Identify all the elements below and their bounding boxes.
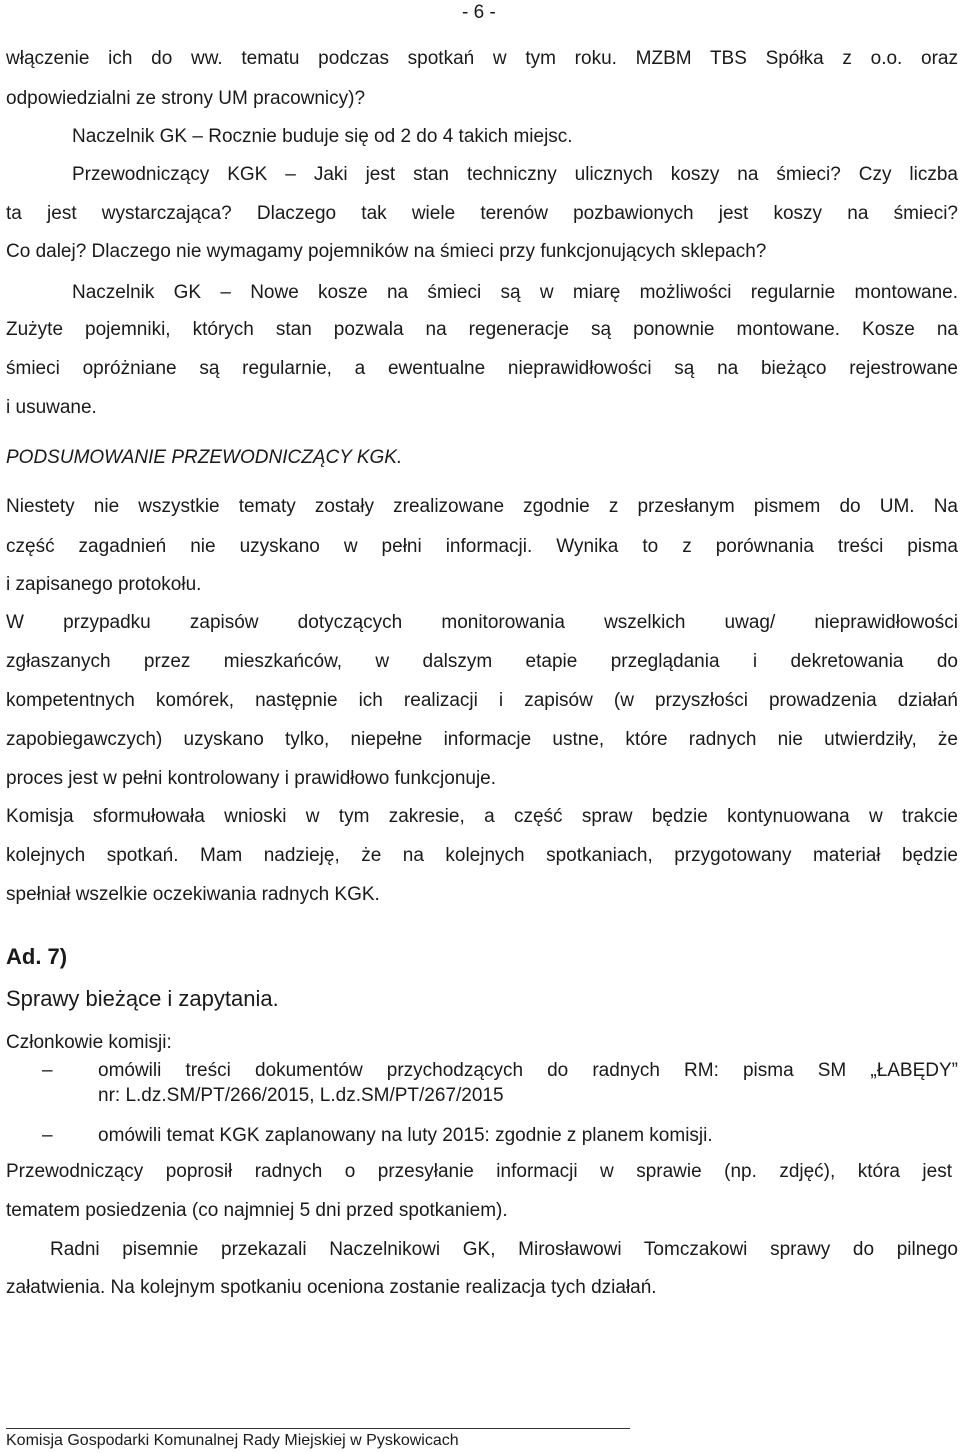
text-line: i usuwane. bbox=[6, 397, 97, 418]
text-line: część zagadnień nie uzyskano w pełni informacji. Wynika to z porównania treści pisma bbox=[6, 536, 958, 557]
text-line: Członkowie komisji: bbox=[6, 1032, 172, 1053]
section-title: Sprawy bieżące i zapytania. bbox=[6, 986, 279, 1011]
text-line: ta jest wystarczająca? Dlaczego tak wiele terenów pozbawionych jest koszy na śmieci? bbox=[6, 203, 958, 224]
page-footer: Komisja Gospodarki Komunalnej Rady Miejskiej w Pyskowicach bbox=[6, 1432, 459, 1449]
text-line: kolejnych spotkań. Mam nadzieję, że na kolejnych spotkaniach, przygotowany materiał będzie bbox=[6, 845, 958, 866]
text-line: kompetentnych komórek, następnie ich realizacji i zapisów (w przyszłości prowadzenia działań bbox=[6, 690, 958, 711]
text-line: zapobiegawczych) uzyskano tylko, niepełne informacje ustne, które radnych nie utwierdziły, że bbox=[6, 729, 958, 750]
agenda-item-heading: Ad. 7) bbox=[6, 944, 68, 969]
list-item: omówili temat KGK zaplanowany na luty 2015: zgodnie z planem komisji. bbox=[98, 1125, 713, 1146]
bullet-dash: – bbox=[42, 1125, 53, 1146]
page-number: - 6 - bbox=[462, 2, 496, 23]
text-line: Zużyte pojemniki, których stan pozwala na regeneracje są ponownie montowane. Kosze na bbox=[6, 319, 958, 340]
section-heading: PODSUMOWANIE PRZEWODNICZĄCY KGK. bbox=[6, 447, 403, 468]
text-line: włączenie ich do ww. tematu podczas spotkań w tym roku. MZBM TBS Spółka z o.o. oraz bbox=[6, 48, 958, 69]
list-item-continuation: nr: L.dz.SM/PT/266/2015, L.dz.SM/PT/267/2015 bbox=[98, 1085, 504, 1106]
text-line: Co dalej? Dlaczego nie wymagamy pojemników na śmieci przy funkcjonujących sklepach? bbox=[6, 241, 767, 262]
text-line: zgłaszanych przez mieszkańców, w dalszym etapie przeglądania i dekretowania do bbox=[6, 651, 958, 672]
text-line: spełniał wszelkie oczekiwania radnych KGK. bbox=[6, 884, 380, 905]
text-line: Komisja sformułowała wnioski w tym zakresie, a część spraw będzie kontynuowana w trakcie bbox=[6, 806, 958, 827]
text-line: odpowiedzialni ze strony UM pracownicy)? bbox=[6, 88, 366, 109]
text-line: Radni pisemnie przekazali Naczelnikowi GK, Mirosławowi Tomczakowi sprawy do pilnego bbox=[50, 1239, 958, 1260]
text-line: Przewodniczący poprosił radnych o przesyłanie informacji w sprawie (np. zdjęć), która jest bbox=[6, 1161, 952, 1182]
list-item: omówili treści dokumentów przychodzących do radnych RM: pisma SM „ŁABĘDY” bbox=[98, 1060, 958, 1081]
bullet-dash: – bbox=[42, 1060, 53, 1081]
text-line: Przewodniczący KGK – Jaki jest stan techniczny ulicznych koszy na śmieci? Czy liczba bbox=[72, 164, 958, 185]
text-line: W przypadku zapisów dotyczących monitorowania wszelkich uwag/ nieprawidłowości bbox=[6, 612, 958, 633]
text-line: Niestety nie wszystkie tematy zostały zrealizowane zgodnie z przesłanym pismem do UM. Na bbox=[6, 496, 958, 517]
text-line: Naczelnik GK – Rocznie buduje się od 2 do 4 takich miejsc. bbox=[72, 126, 573, 147]
text-line: tematem posiedzenia (co najmniej 5 dni przed spotkaniem). bbox=[6, 1200, 508, 1221]
footer-divider bbox=[6, 1428, 630, 1429]
text-line: Naczelnik GK – Nowe kosze na śmieci są w miarę możliwości regularnie montowane. bbox=[72, 282, 958, 303]
text-line: i zapisanego protokołu. bbox=[6, 574, 202, 595]
text-line: proces jest w pełni kontrolowany i prawidłowo funkcjonuje. bbox=[6, 768, 497, 789]
text-line: śmieci opróżniane są regularnie, a ewentualne nieprawidłowości są na bieżąco rejestrowane bbox=[6, 358, 958, 379]
text-line: załatwienia. Na kolejnym spotkaniu oceniona zostanie realizacja tych działań. bbox=[6, 1277, 657, 1298]
